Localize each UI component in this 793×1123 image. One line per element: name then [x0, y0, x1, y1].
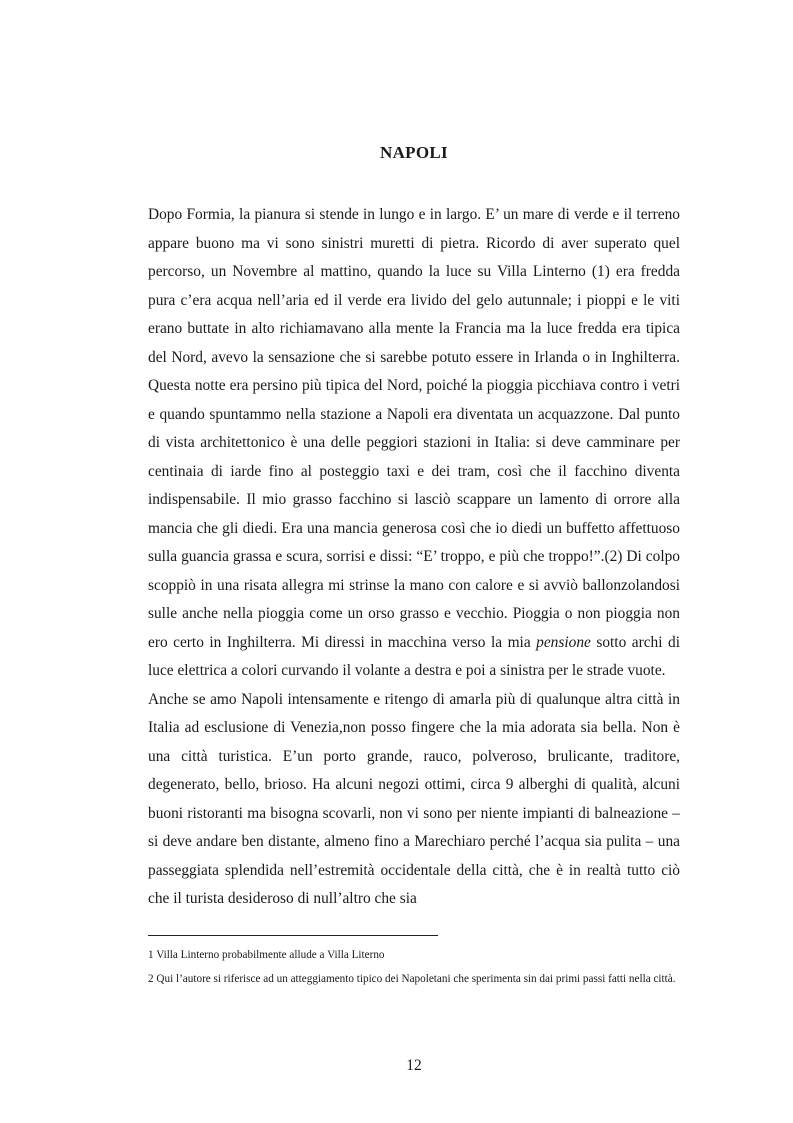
footnote: 2 Qui l’autore si riferisce ad un atteggiamento tipico dei Napoletani che sperimenta sin dai primi passi fatti nella città. — [148, 973, 676, 985]
footnote: 1 Villa Linterno probabilmente allude a Villa Literno — [148, 949, 385, 961]
page-title: NAPOLI — [380, 143, 448, 162]
paragraph-text: Dopo Formia, la pianura si stende in lungo e in largo. E’ un mare di verde e il terreno appare buono ma vi sono sinistri muretti di pietra. Ricordo di aver superato quel percorso, un Novembre al mattino, quando la luce su Villa Linterno (1) era fredda pura c’era acqua nell’aria ed il verde era livido del gelo autunnale; i pioppi e le viti erano buttate in alto richiamavano alla mente la Francia ma la luce fredda era tipica del Nord, avevo la sensazione che si sarebbe potuto essere in Irlanda o in Inghilterra. Questa notte era persino più tipica del Nord, poiché la pioggia picchiava contro i vetri e quando spuntammo nella stazione a Napoli era diventata un acquazzone. Dal punto di vista architettonico è una delle peggiori stazioni in Italia: si deve camminare per centinaia di iarde fino al posteggio taxi e dei tram, così che il facchino diventa indispensabile. Il mio grasso facchino si lasciò scappare un lamento di orrore alla mancia che gli diedi. Era una mancia generosa così che io diedi un buffetto affettuoso sulla guancia grassa e scura, sorrisi e dissi: “E’ troppo, e più che troppo!”.(2) Di colpo scoppiò in una risata allegra mi strinse la mano con calore e si avviò ballonzolandosi sulle anche nella pioggia come un orso grasso e vecchio. Pioggia o non pioggia non ero certo in Inghilterra. Mi diressi in macchina verso la mia — [148, 206, 680, 651]
document-page — [148, 0, 680, 1123]
paragraph — [148, 201, 680, 686]
page-number: 12 — [406, 1057, 422, 1074]
italic-term: pensione — [536, 633, 591, 651]
paragraph: Anche se amo Napoli intensamente e ritengo di amarla più di qualunque altra città in Italia ad esclusione di Venezia,non posso fingere che la mia adorata sia bella. Non è una città turistica. E’un porto grande, rauco, polveroso, brulicante, traditore, degenerato, bello, brioso. Ha alcuni negozi ottimi, circa 9 alberghi di qualità, alcuni buoni ristoranti ma bisogna scovarli, non vi sono per niente impianti di balneazione – si deve andare ben distante, almeno fino a Marechiaro perché l’acqua sia pulita – una passeggiata splendida nell’estremità occidentale della città, che è in realtà tutto ciò che il turista desideroso di null’altro che sia — [148, 690, 680, 907]
footnotes — [148, 944, 680, 992]
paragraph-text: sotto archi di luce elettrica a colori curvando il volante a destra e poi a sinistra per le strade vuote. — [148, 633, 680, 679]
footnote-divider — [148, 935, 438, 936]
body-text — [148, 201, 680, 914]
